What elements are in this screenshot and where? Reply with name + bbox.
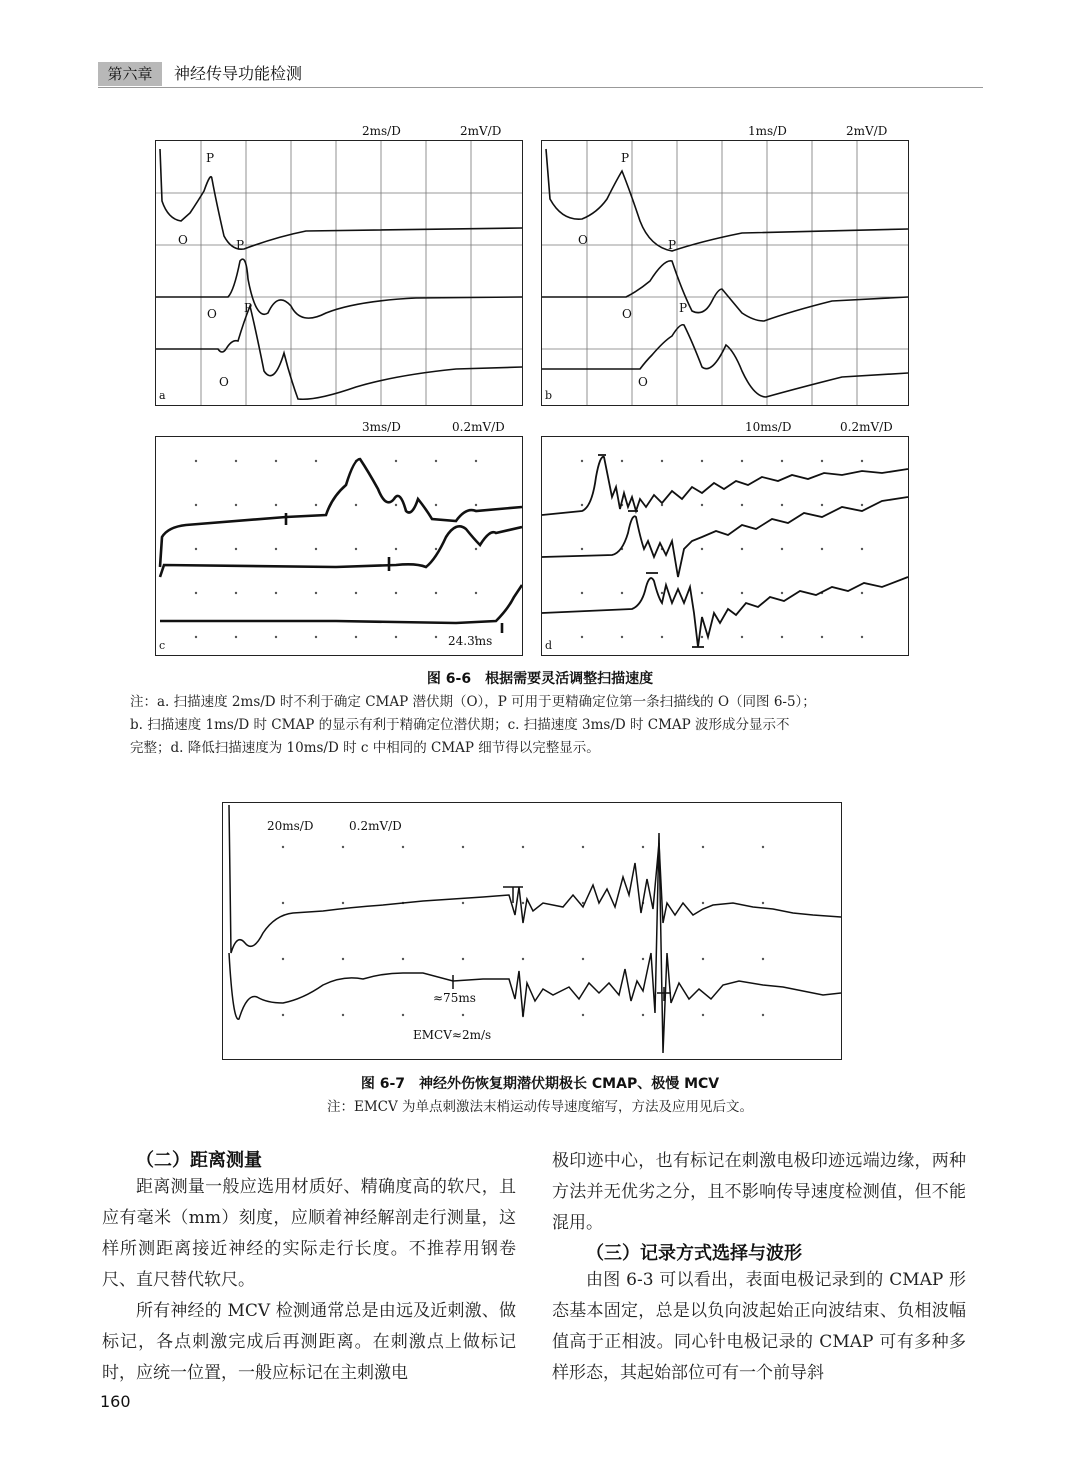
panel-a-letter: a: [159, 389, 166, 402]
panel-d-gain: 0.2mV/D: [840, 420, 893, 434]
running-header: [98, 58, 983, 88]
panel-a-scope: [155, 140, 523, 406]
right-column: [552, 1146, 966, 1389]
marker-p2: P: [236, 238, 245, 252]
panel-b-gain: 2mV/D: [846, 124, 888, 138]
marker-o1: O: [578, 233, 588, 247]
figure-6-6-note-line-3: 完整；d. 降低扫描速度为 10ms/D 时 c 中相同的 CMAP 细节得以完整显示。: [130, 740, 600, 756]
panel-d-traces: [542, 437, 908, 655]
panel-c-annotation: 24.3ms: [448, 634, 493, 648]
section-heading-recording: （三）记录方式选择与波形: [586, 1243, 802, 1264]
paragraph-distance-2: 所有神经的 MCV 检测通常总是由远及近刺激、做标记，各点刺激完成后再测距离。在刺激点上做标记时，应统一位置，一般应标记在主刺激电: [102, 1301, 516, 1383]
marker-o3: O: [219, 375, 229, 389]
paragraph-distance-1: 距离测量一般应选用材质好、精确度高的软尺，且应有毫米（mm）刻度，应顺着神经解剖走行测量，这样所测距离接近神经的实际走行长度。不推荐用钢卷尺、直尺替代软尺。: [102, 1177, 516, 1290]
marker-p1: P: [206, 151, 215, 165]
panel-c-gain: 0.2mV/D: [452, 420, 505, 434]
panel-d-scope: [541, 436, 909, 656]
panel-d-letter: d: [545, 639, 553, 652]
chapter-title: 神经传导功能检测: [174, 64, 303, 83]
marker-p1: P: [621, 151, 630, 165]
marker-o3: O: [638, 375, 648, 389]
latency-label: ≈75ms: [433, 991, 476, 1005]
marker-p3: P: [244, 301, 253, 315]
emcv-label: EMCV≈2m/s: [413, 1028, 492, 1042]
panel-b-scope: [541, 140, 909, 406]
header-divider: [98, 87, 983, 88]
panel-a-traces: [156, 141, 522, 405]
chapter-label: 第六章: [98, 62, 162, 86]
left-column: [102, 1146, 516, 1389]
panel-c-sweep: 3ms/D: [362, 420, 401, 434]
figure-6-6-note-line-1: 注：a. 扫描速度 2ms/D 时不利于确定 CMAP 潜伏期（O），P 可用于更精确定位第一条扫描线的 O（同图 6-5）；: [130, 694, 816, 710]
figure-6-7-traces: [223, 803, 841, 1059]
figure-6-7-gain: 0.2mV/D: [349, 819, 402, 833]
marker-o1: O: [178, 233, 188, 247]
section-heading-distance: （二）距离测量: [136, 1150, 262, 1171]
figure-6-7-sweep: 20ms/D: [267, 819, 314, 833]
marker-o2: O: [622, 307, 632, 321]
panel-a-gain: 2mV/D: [460, 124, 502, 138]
figure-6-7-note: 注：EMCV 为单点刺激法末梢运动传导速度缩写，方法及应用见后文。: [326, 1099, 754, 1115]
paragraph-continued: 极印迹中心，也有标记在刺激电极印迹远端边缘，两种方法并无优劣之分，且不影响传导速度检测值，但不能混用。: [552, 1151, 966, 1233]
panel-c-traces: [156, 437, 522, 655]
figure-6-6-caption: 图 6-6 根据需要灵活调整扫描速度: [426, 671, 654, 687]
marker-p2: P: [668, 238, 677, 252]
panel-d-sweep: 10ms/D: [745, 420, 792, 434]
panel-b-sweep: 1ms/D: [748, 124, 787, 138]
page-number: 160: [100, 1392, 131, 1411]
panel-a-sweep: 2ms/D: [362, 124, 401, 138]
figure-6-6-note-line-2: b. 扫描速度 1ms/D 时 CMAP 的显示有利于精确定位潜伏期；c. 扫描速度 3ms/D 时 CMAP 波形成分显示不: [130, 717, 790, 733]
marker-p3: P: [679, 301, 688, 315]
panel-c-letter: c: [159, 639, 166, 652]
marker-o2: O: [207, 307, 217, 321]
panel-b-traces: [542, 141, 908, 405]
figure-6-7-caption: 图 6-7 神经外伤恢复期潜伏期极长 CMAP、极慢 MCV: [360, 1076, 720, 1092]
figure-6-7-scope: [222, 802, 842, 1060]
panel-b-letter: b: [545, 389, 553, 402]
paragraph-recording: 由图 6-3 可以看出，表面电极记录到的 CMAP 形态基本固定，总是以负向波起始正向波结束、负相波幅值高于正相波。同心针电极记录的 CMAP 可有多种多样形态，其起始部位可有一个前导斜: [552, 1270, 966, 1383]
panel-c-scope: [155, 436, 523, 656]
